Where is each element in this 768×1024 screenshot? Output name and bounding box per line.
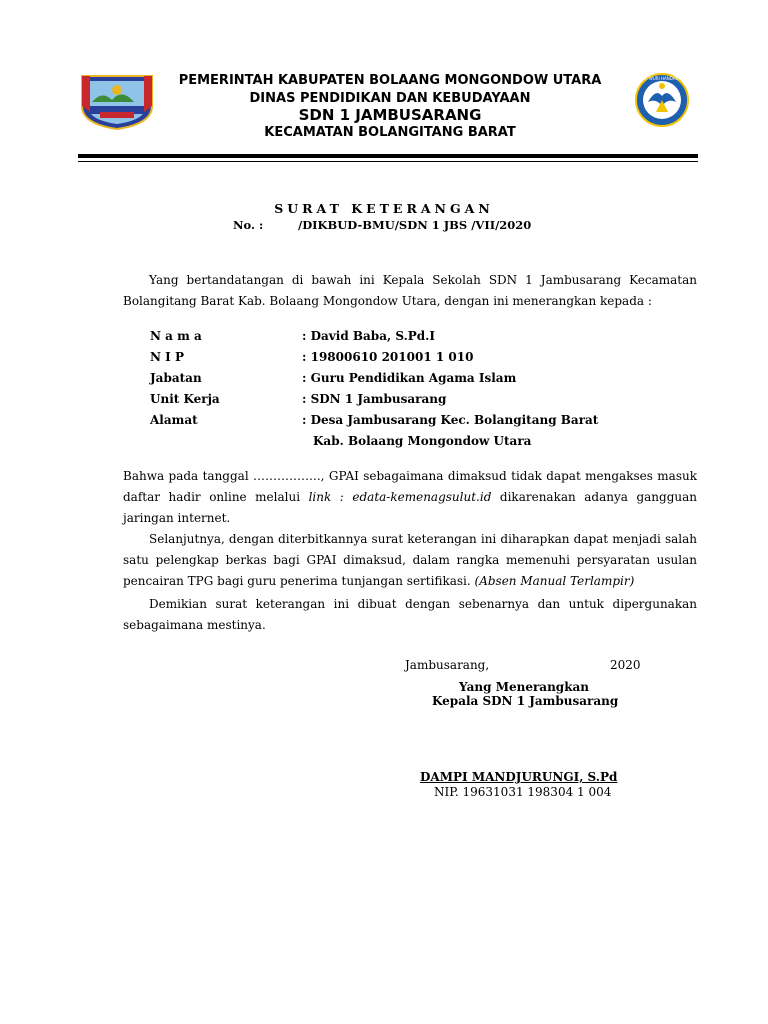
paragraph-1-text: Bahwa pada tanggal …………….., GPAI sebagaimana dimaksud tidak dapat mengakses masuk daftar hadir online melalui [123, 469, 697, 504]
letter-number-label: No. : [233, 218, 264, 232]
paragraph-2-note: (Absen Manual Terlampir) [474, 574, 635, 588]
letterhead-divider-thin [78, 161, 698, 162]
signatory-nip: NIP. 19631031 198304 1 004 [434, 785, 612, 799]
field-label-nip: N I P [150, 350, 184, 364]
paragraph-1-link: link : edata-kemenagsulut.id [308, 490, 492, 504]
intro-paragraph: Yang bertandatangan di bawah ini Kepala Sekolah SDN 1 Jambusarang Kecamatan Bolangitang Barat Kab. Bolaang Mongondow Utara, dengan ini menerangkan kepada : [123, 273, 697, 308]
signature-year: 2020 [610, 658, 641, 672]
tut-wuri-logo-text: TUT WURI HANDAYANI [639, 76, 685, 81]
field-label-position: Jabatan [150, 371, 202, 385]
field-value-work-unit: : SDN 1 Jambusarang [302, 392, 447, 406]
field-label-name: N a m a [150, 329, 202, 343]
letterhead-government: PEMERINTAH KABUPATEN BOLAANG MONGONDOW UTARA [178, 73, 602, 88]
field-value-address: : Desa Jambusarang Kec. Bolangitang Barat [302, 413, 599, 427]
paragraph-2 [123, 529, 697, 592]
letterhead-divider-thick [78, 154, 698, 158]
regency-emblem-icon [80, 72, 154, 130]
paragraph-1 [123, 466, 697, 529]
signature-role-2: Kepala SDN 1 Jambusarang [432, 694, 619, 708]
letterhead-department: DINAS PENDIDIKAN DAN KEBUDAYAAN [249, 91, 531, 106]
letterhead-district: KECAMATAN BOLANGITANG BARAT [264, 125, 516, 140]
paragraph-1-tail: dikarenakan adanya gangguan jaringan internet. [123, 490, 697, 525]
field-value-name: : David Baba, S.Pd.I [302, 329, 435, 343]
field-value-address-line2: Kab. Bolaang Mongondow Utara [313, 434, 532, 448]
field-value-nip: : 19800610 201001 1 010 [302, 350, 474, 364]
paragraph-2-text: Selanjutnya, dengan diterbitkannya surat keterangan ini diharapkan dapat menjadi salah satu pelengkap berkas bagi GPAI dimaksud, dalam rangka memenuhi persyaratan usulan pencairan TPG bagi guru penerima tunjangan sertifikasi. [123, 532, 697, 588]
field-label-address: Alamat [150, 413, 198, 427]
signature-role-1: Yang Menerangkan [459, 680, 590, 694]
letterhead-school: SDN 1 JAMBUSARANG [298, 106, 482, 124]
field-value-position: : Guru Pendidikan Agama Islam [302, 371, 517, 385]
signature-place: Jambusarang, [405, 658, 490, 672]
signatory-name: DAMPI MANDJURUNGI, S.Pd [420, 770, 618, 784]
letter-number-value: /DIKBUD-BMU/SDN 1 JBS /VII/2020 [298, 218, 532, 232]
field-label-work-unit: Unit Kerja [150, 392, 220, 406]
tut-wuri-handayani-icon [626, 72, 698, 128]
paragraph-3: Demikian surat keterangan ini dibuat dengan sebenarnya dan untuk dipergunakan sebagaimana mestinya. [123, 597, 697, 632]
letter-title: SURAT KETERANGAN [274, 201, 494, 216]
